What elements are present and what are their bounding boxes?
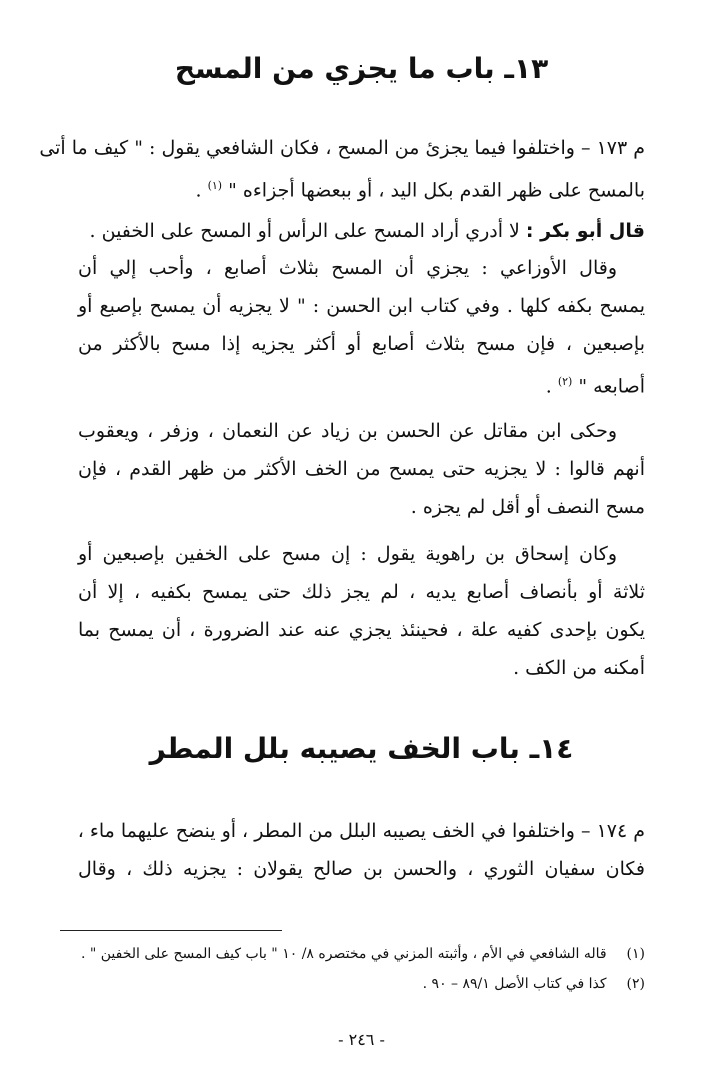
paragraph-174-line-1: م ١٧٤ – واختلفوا في الخف يصيبه البلل من المطر ، أو ينضح عليهما ماء ، bbox=[77, 820, 645, 842]
ishaq-line-2: ثلاثة أو بأنصاف أصابع يديه ، لم يجز ذلك حتى يمسح بكفيه ، إلا أن bbox=[78, 581, 645, 603]
footnote-1-text: قاله الشافعي في الأم ، وأثبته المزني في مختصره ٨/ ١٠ " باب كيف المسح على الخفين " . bbox=[80, 946, 607, 962]
footnote-1 bbox=[78, 944, 645, 964]
awzai-line-4 bbox=[78, 368, 645, 400]
abu-bakr-lead: قال أبو بكر : bbox=[525, 220, 645, 242]
paragraph-174-line-2: فكان سفيان الثوري ، والحسن بن صالح يقولان : يجزيه ذلك ، وقال bbox=[78, 858, 645, 880]
awzai-line-3: بإصبعين ، فإن مسح بثلاث أصابع أو أكثر يجزيه إذا مسح بالأكثر من bbox=[78, 333, 645, 355]
ishaq-line-4: أمكنه من الكف . bbox=[513, 657, 645, 679]
awzai-line-2: يمسح بكفه كلها . وفي كتاب ابن الحسن : " لا يجزيه أن يمسح بإصبع أو bbox=[78, 295, 645, 317]
awzai-line-4-end: . bbox=[545, 375, 552, 398]
ishaq-line-1: وكان إسحاق بن راهوية يقول : إن مسح على الخفين بإصبعين أو bbox=[78, 543, 617, 565]
footnote-1-number: (١) bbox=[626, 946, 645, 962]
footnote-2-number: (٢) bbox=[626, 976, 645, 992]
chapter-13-heading: ١٣ـ باب ما يجزي من المسح bbox=[174, 52, 549, 85]
awzai-line-4-text: أصابعه " bbox=[578, 375, 645, 398]
footnote-2 bbox=[78, 974, 645, 994]
ishaq-line-3: يكون بإحدى كفيه علة ، فحينئذ يجزي عنه عند الضرورة ، أن يمسح بما bbox=[78, 619, 645, 641]
ibn-muqatil-line-1: وحكى ابن مقاتل عن الحسن بن زياد عن النعمان ، وزفر ، ويعقوب bbox=[78, 420, 617, 442]
footnote-ref-1: (١) bbox=[207, 179, 223, 192]
paragraph-173-line-2-end: . bbox=[195, 179, 202, 202]
footnote-separator bbox=[60, 930, 282, 931]
footnote-2-text: كذا في كتاب الأصل ٨٩/١ – ٩٠ . bbox=[422, 976, 607, 992]
page-number: - ٢٤٦ - bbox=[338, 1030, 385, 1049]
abu-bakr-rest: لا أدري أراد المسح على الرأس أو المسح على الخفين . bbox=[89, 220, 520, 242]
paragraph-173-line-2 bbox=[78, 172, 645, 204]
footnote-ref-2: (٢) bbox=[557, 375, 573, 388]
ibn-muqatil-line-2: أنهم قالوا : لا يجزيه حتى يمسح من الخف الأكثر من ظهر القدم ، فإن bbox=[78, 458, 645, 480]
paragraph-173-line-1: م ١٧٣ – واختلفوا فيما يجزئ من المسح ، فكان الشافعي يقول : " كيف ما أتى bbox=[39, 137, 645, 159]
chapter-14-heading: ١٤ـ باب الخف يصيبه بلل المطر bbox=[149, 732, 574, 765]
paragraph-173-line-2-text: بالمسح على ظهر القدم بكل اليد ، أو ببعضها أجزاءه " bbox=[228, 179, 645, 202]
ibn-muqatil-line-3: مسح النصف أو أقل لم يجزه . bbox=[410, 496, 645, 518]
awzai-line-1: وقال الأوزاعي : يجزي أن المسح بثلاث أصابع ، وأحب إلي أن bbox=[78, 257, 617, 279]
abu-bakr-line bbox=[78, 218, 645, 245]
